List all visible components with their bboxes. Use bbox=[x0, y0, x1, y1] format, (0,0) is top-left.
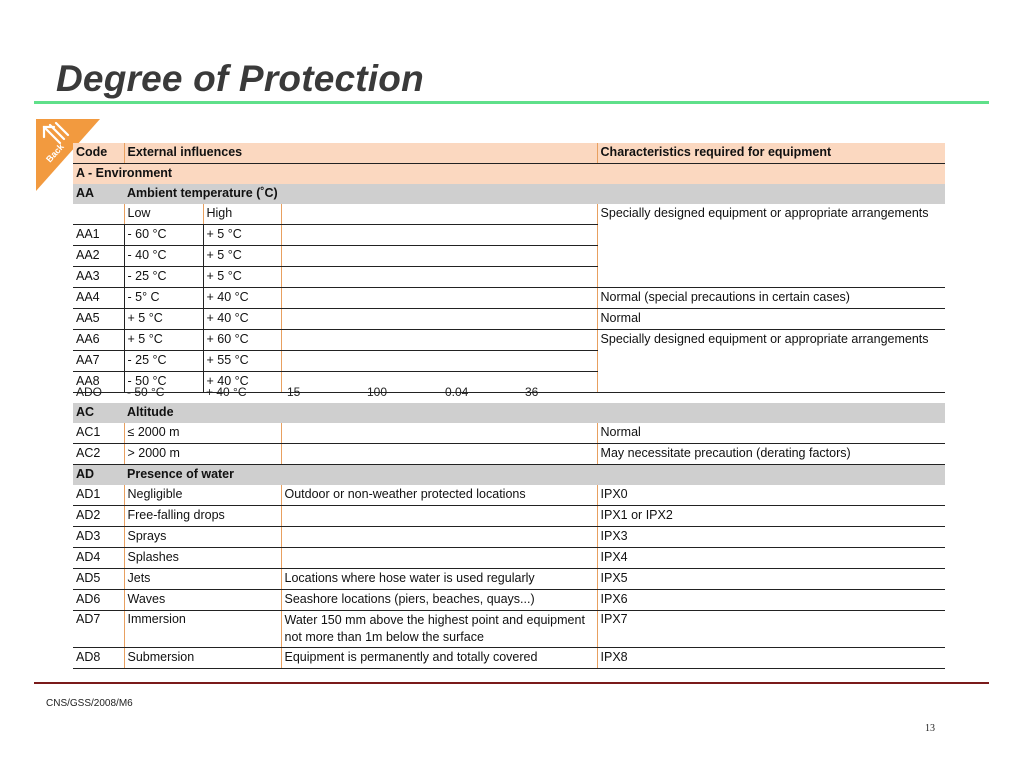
row-code: AA1 bbox=[73, 225, 124, 246]
cut-low: - 50 °C bbox=[127, 385, 165, 399]
row-code: AC2 bbox=[73, 444, 124, 465]
cut-off-row bbox=[73, 393, 945, 404]
back-label: Back bbox=[44, 141, 66, 165]
table-row bbox=[73, 351, 945, 372]
row-description bbox=[281, 506, 597, 527]
cut-value: 15 bbox=[287, 385, 301, 399]
row-description: Water 150 mm above the highest point and equipment not more than 1m below the surface bbox=[281, 611, 597, 648]
row-low: - 60 °C bbox=[124, 225, 203, 246]
row-code: AD8 bbox=[73, 648, 124, 669]
characteristics-cell: IPX3 bbox=[597, 527, 945, 548]
col-high-label: High bbox=[203, 204, 281, 225]
table-row bbox=[73, 330, 945, 351]
table-row bbox=[73, 506, 945, 527]
page-number: 13 bbox=[925, 723, 935, 734]
row-influence: Immersion bbox=[124, 611, 281, 648]
row-description: Equipment is permanently and totally covered bbox=[281, 648, 597, 669]
section-code: AD bbox=[73, 465, 124, 486]
table-row bbox=[73, 423, 945, 444]
table-row bbox=[73, 309, 945, 330]
footer-document-id: CNS/GSS/2008/M6 bbox=[46, 698, 133, 709]
section-title: Ambient temperature (˚C) bbox=[124, 184, 945, 204]
row-code: AD4 bbox=[73, 548, 124, 569]
table-row bbox=[73, 611, 945, 648]
row-code: AA7 bbox=[73, 351, 124, 372]
slide-title: Degree of Protection bbox=[56, 58, 424, 99]
characteristics-cell: Specially designed equipment or appropriate arrangements bbox=[597, 204, 945, 225]
row-influence: Submersion bbox=[124, 648, 281, 669]
row-low: - 25 °C bbox=[124, 351, 203, 372]
row-code: AD2 bbox=[73, 506, 124, 527]
row-high: + 60 °C bbox=[203, 330, 281, 351]
characteristics-cell: IPX4 bbox=[597, 548, 945, 569]
row-low: + 5 °C bbox=[124, 330, 203, 351]
row-high: + 5 °C bbox=[203, 267, 281, 288]
cut-value: 36 bbox=[525, 385, 539, 399]
header-characteristics: Characteristics required for equipment bbox=[597, 143, 945, 164]
row-code: AA8 bbox=[73, 372, 124, 393]
row-code: AD1 bbox=[73, 485, 124, 506]
characteristics-cell: Normal (special precautions in certain cases) bbox=[597, 288, 945, 309]
cut-value: 100 bbox=[367, 385, 388, 399]
cut-code: ADO bbox=[76, 385, 103, 399]
header-external-influences: External influences bbox=[124, 143, 597, 164]
row-high: + 55 °C bbox=[203, 351, 281, 372]
table-row bbox=[73, 444, 945, 465]
characteristics-cell: Specially designed equipment or appropriate arrangements bbox=[597, 330, 945, 351]
row-high: + 40 °C bbox=[203, 372, 281, 393]
section-row-ac bbox=[73, 403, 945, 423]
characteristics-cell: Normal bbox=[597, 309, 945, 330]
table-row bbox=[73, 288, 945, 309]
table-row bbox=[73, 485, 945, 506]
section-code: AC bbox=[73, 403, 124, 423]
category-environment: A - Environment bbox=[73, 164, 945, 185]
row-high: + 40 °C bbox=[203, 309, 281, 330]
table-row bbox=[73, 527, 945, 548]
row-high: + 40 °C bbox=[203, 288, 281, 309]
characteristics-cell: IPX8 bbox=[597, 648, 945, 669]
table-row bbox=[73, 648, 945, 669]
row-description bbox=[281, 548, 597, 569]
row-description: Seashore locations (piers, beaches, quays...) bbox=[281, 590, 597, 611]
row-low: - 5° C bbox=[124, 288, 203, 309]
section-row-aa bbox=[73, 184, 945, 204]
row-code: AA5 bbox=[73, 309, 124, 330]
row-high: + 5 °C bbox=[203, 225, 281, 246]
table-row bbox=[73, 590, 945, 611]
row-description bbox=[281, 527, 597, 548]
protection-table bbox=[73, 143, 945, 669]
row-code: AD7 bbox=[73, 611, 124, 648]
characteristics-cell: IPX0 bbox=[597, 485, 945, 506]
cut-value: 0.04 bbox=[445, 385, 469, 399]
section-row-ad bbox=[73, 465, 945, 486]
characteristics-cell: IPX7 bbox=[597, 611, 945, 648]
row-code: AC1 bbox=[73, 423, 124, 444]
row-description: Outdoor or non-weather protected locations bbox=[281, 485, 597, 506]
row-influence: Free-falling drops bbox=[124, 506, 281, 527]
table-row bbox=[73, 372, 945, 393]
characteristics-cell: Normal bbox=[597, 423, 945, 444]
row-code: AA4 bbox=[73, 288, 124, 309]
row-code: AD3 bbox=[73, 527, 124, 548]
table-row bbox=[73, 225, 945, 246]
characteristics-cell: May necessitate precaution (derating factors) bbox=[597, 444, 945, 465]
title-divider bbox=[34, 101, 989, 104]
row-code: AD5 bbox=[73, 569, 124, 590]
row-high: + 5 °C bbox=[203, 246, 281, 267]
row-low: + 5 °C bbox=[124, 309, 203, 330]
row-code: AA6 bbox=[73, 330, 124, 351]
row-influence: > 2000 m bbox=[124, 444, 281, 465]
row-influence: Waves bbox=[124, 590, 281, 611]
row-description: Locations where hose water is used regularly bbox=[281, 569, 597, 590]
row-influence: Jets bbox=[124, 569, 281, 590]
table-row bbox=[73, 204, 945, 225]
row-code: AA2 bbox=[73, 246, 124, 267]
footer-divider bbox=[34, 682, 989, 684]
header-code: Code bbox=[73, 143, 124, 164]
cut-high: + 40 °C bbox=[206, 385, 247, 399]
row-low: - 25 °C bbox=[124, 267, 203, 288]
table-row bbox=[73, 267, 945, 288]
row-code: AD6 bbox=[73, 590, 124, 611]
table-row bbox=[73, 569, 945, 590]
row-low: - 40 °C bbox=[124, 246, 203, 267]
row-low: - 50 °C bbox=[124, 372, 203, 393]
row-influence: Splashes bbox=[124, 548, 281, 569]
characteristics-cell: IPX1 or IPX2 bbox=[597, 506, 945, 527]
table-header-row bbox=[73, 143, 945, 164]
section-title: Presence of water bbox=[124, 465, 945, 486]
category-row bbox=[73, 164, 945, 185]
row-influence: Negligible bbox=[124, 485, 281, 506]
characteristics-cell: IPX5 bbox=[597, 569, 945, 590]
col-low-label: Low bbox=[124, 204, 203, 225]
row-influence: Sprays bbox=[124, 527, 281, 548]
section-title: Altitude bbox=[124, 403, 945, 423]
table-row bbox=[73, 548, 945, 569]
table-row bbox=[73, 246, 945, 267]
row-code: AA3 bbox=[73, 267, 124, 288]
section-code: AA bbox=[73, 184, 124, 204]
row-influence: ≤ 2000 m bbox=[124, 423, 281, 444]
characteristics-cell: IPX6 bbox=[597, 590, 945, 611]
